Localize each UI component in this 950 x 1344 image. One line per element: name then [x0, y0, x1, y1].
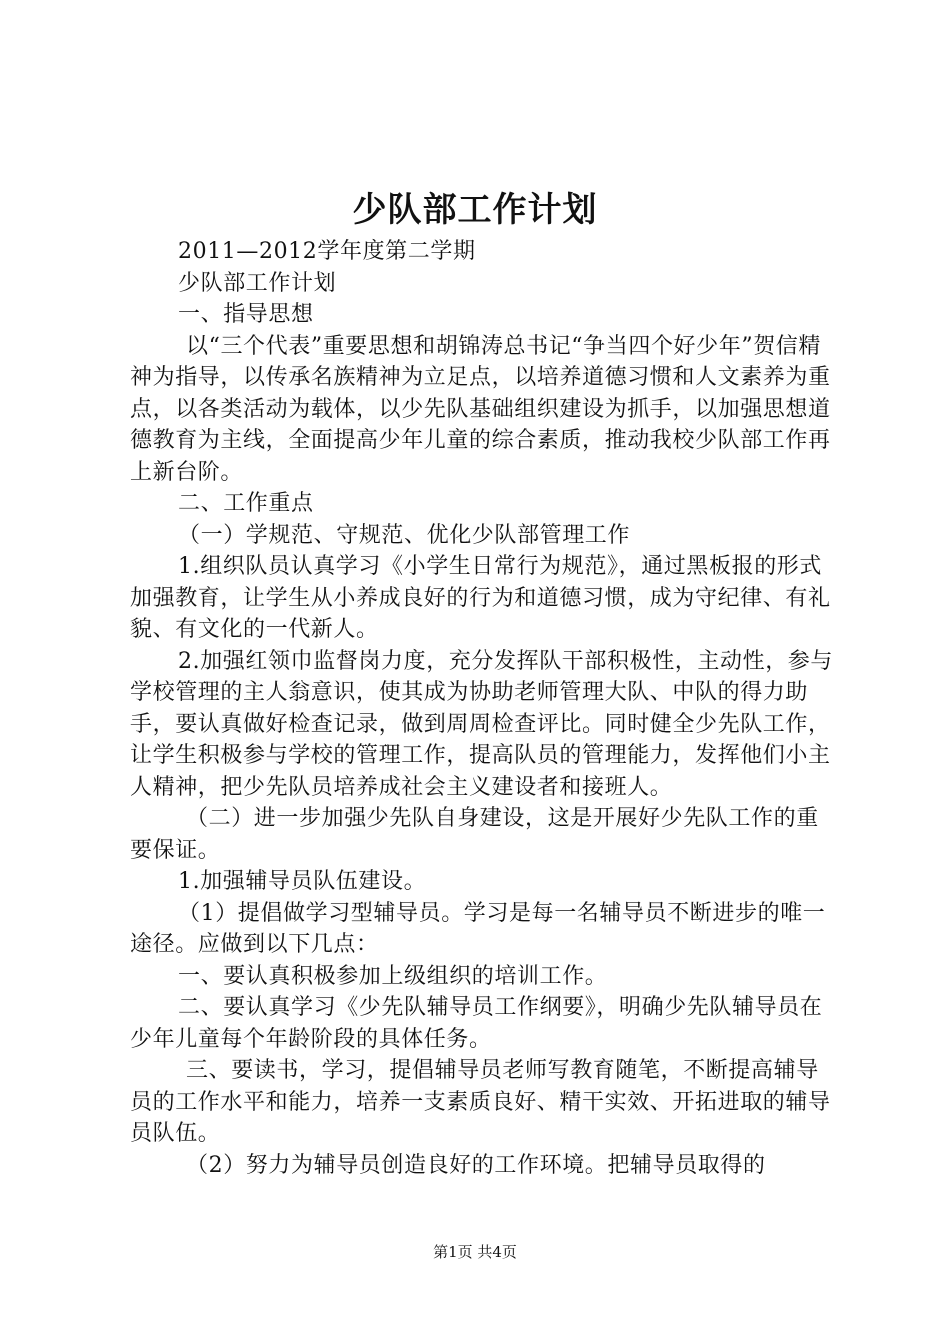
paragraph-point-1: 一、要认真积极参加上级组织的培训工作。 [178, 963, 608, 989]
heading-guiding-thought: 一、指导思想 [178, 302, 314, 327]
paragraph-item-2: 2.加强红领巾监督岗力度，充分发挥队干部积极性，主动性，参与学校管理的主人翁意识，使其成为协助老师管理大队、中队的得力助手，要认真做好检查记录，做到周周检查评比。同时健全少先队工作，让学生积极参与学校的管理工作，提高队员的管理能力，发挥他们小主人精神，把少先队员培养成社会主义建设者和接班人。 [130, 648, 833, 800]
document-title: 少队部工作计划 [352, 190, 598, 230]
document-body [130, 236, 835, 1181]
paragraph-item-1: 1.组织队员认真学习《小学生日常行为规范》，通过黑板报的形式加强教育，让学生从小养成良好的行为和道德习惯，成为守纪律、有礼貌、有文化的一代新人。 [130, 554, 831, 642]
paragraph-guiding-thought: 以“三个代表”重要思想和胡锦涛总书记“争当四个好少年”贺信精神为指导，以传承名族精神为立足点，以培养道德习惯和人文素养为重点，以各类活动为载体，以少先队基础组织建设为抓手，以加强思想道德教育为主线，全面提高少年儿童的综合素质，推动我校少队部工作再上新台阶。 [130, 333, 831, 485]
paragraph-learning-counselor: （1）提倡做学习型辅导员。学习是每一名辅导员不断进步的唯一途径。应做到以下几点： [130, 900, 826, 957]
paragraph-subtitle: 少队部工作计划 [178, 270, 337, 296]
page-footer: 第1页 共4页 [433, 1243, 517, 1261]
paragraph-point-2: 二、要认真学习《少先队辅导员工作纲要》，明确少先队辅导员在少年儿童每个年龄阶段的具体任务。 [130, 995, 823, 1052]
paragraph-counselor-team: 1.加强辅导员队伍建设。 [178, 869, 427, 894]
paragraph-point-3: 三、要读书，学习，提倡辅导员老师写教育随笔，不断提高辅导员的工作水平和能力，培养一支素质良好、精干实效、开拓进取的辅导员队伍。 [130, 1058, 831, 1146]
subheading-norms: （一）学规范、守规范、优化少队部管理工作 [178, 522, 631, 548]
paragraph-environment: （2）努力为辅导员创造良好的工作环境。把辅导员取得的 [186, 1152, 766, 1178]
paragraph-term: 2011—2012学年度第二学期 [178, 239, 476, 264]
heading-work-focus: 二、工作重点 [178, 491, 314, 516]
subheading-self-building: （二）进一步加强少先队自身建设，这是开展好少先队工作的重要保证。 [130, 806, 819, 863]
